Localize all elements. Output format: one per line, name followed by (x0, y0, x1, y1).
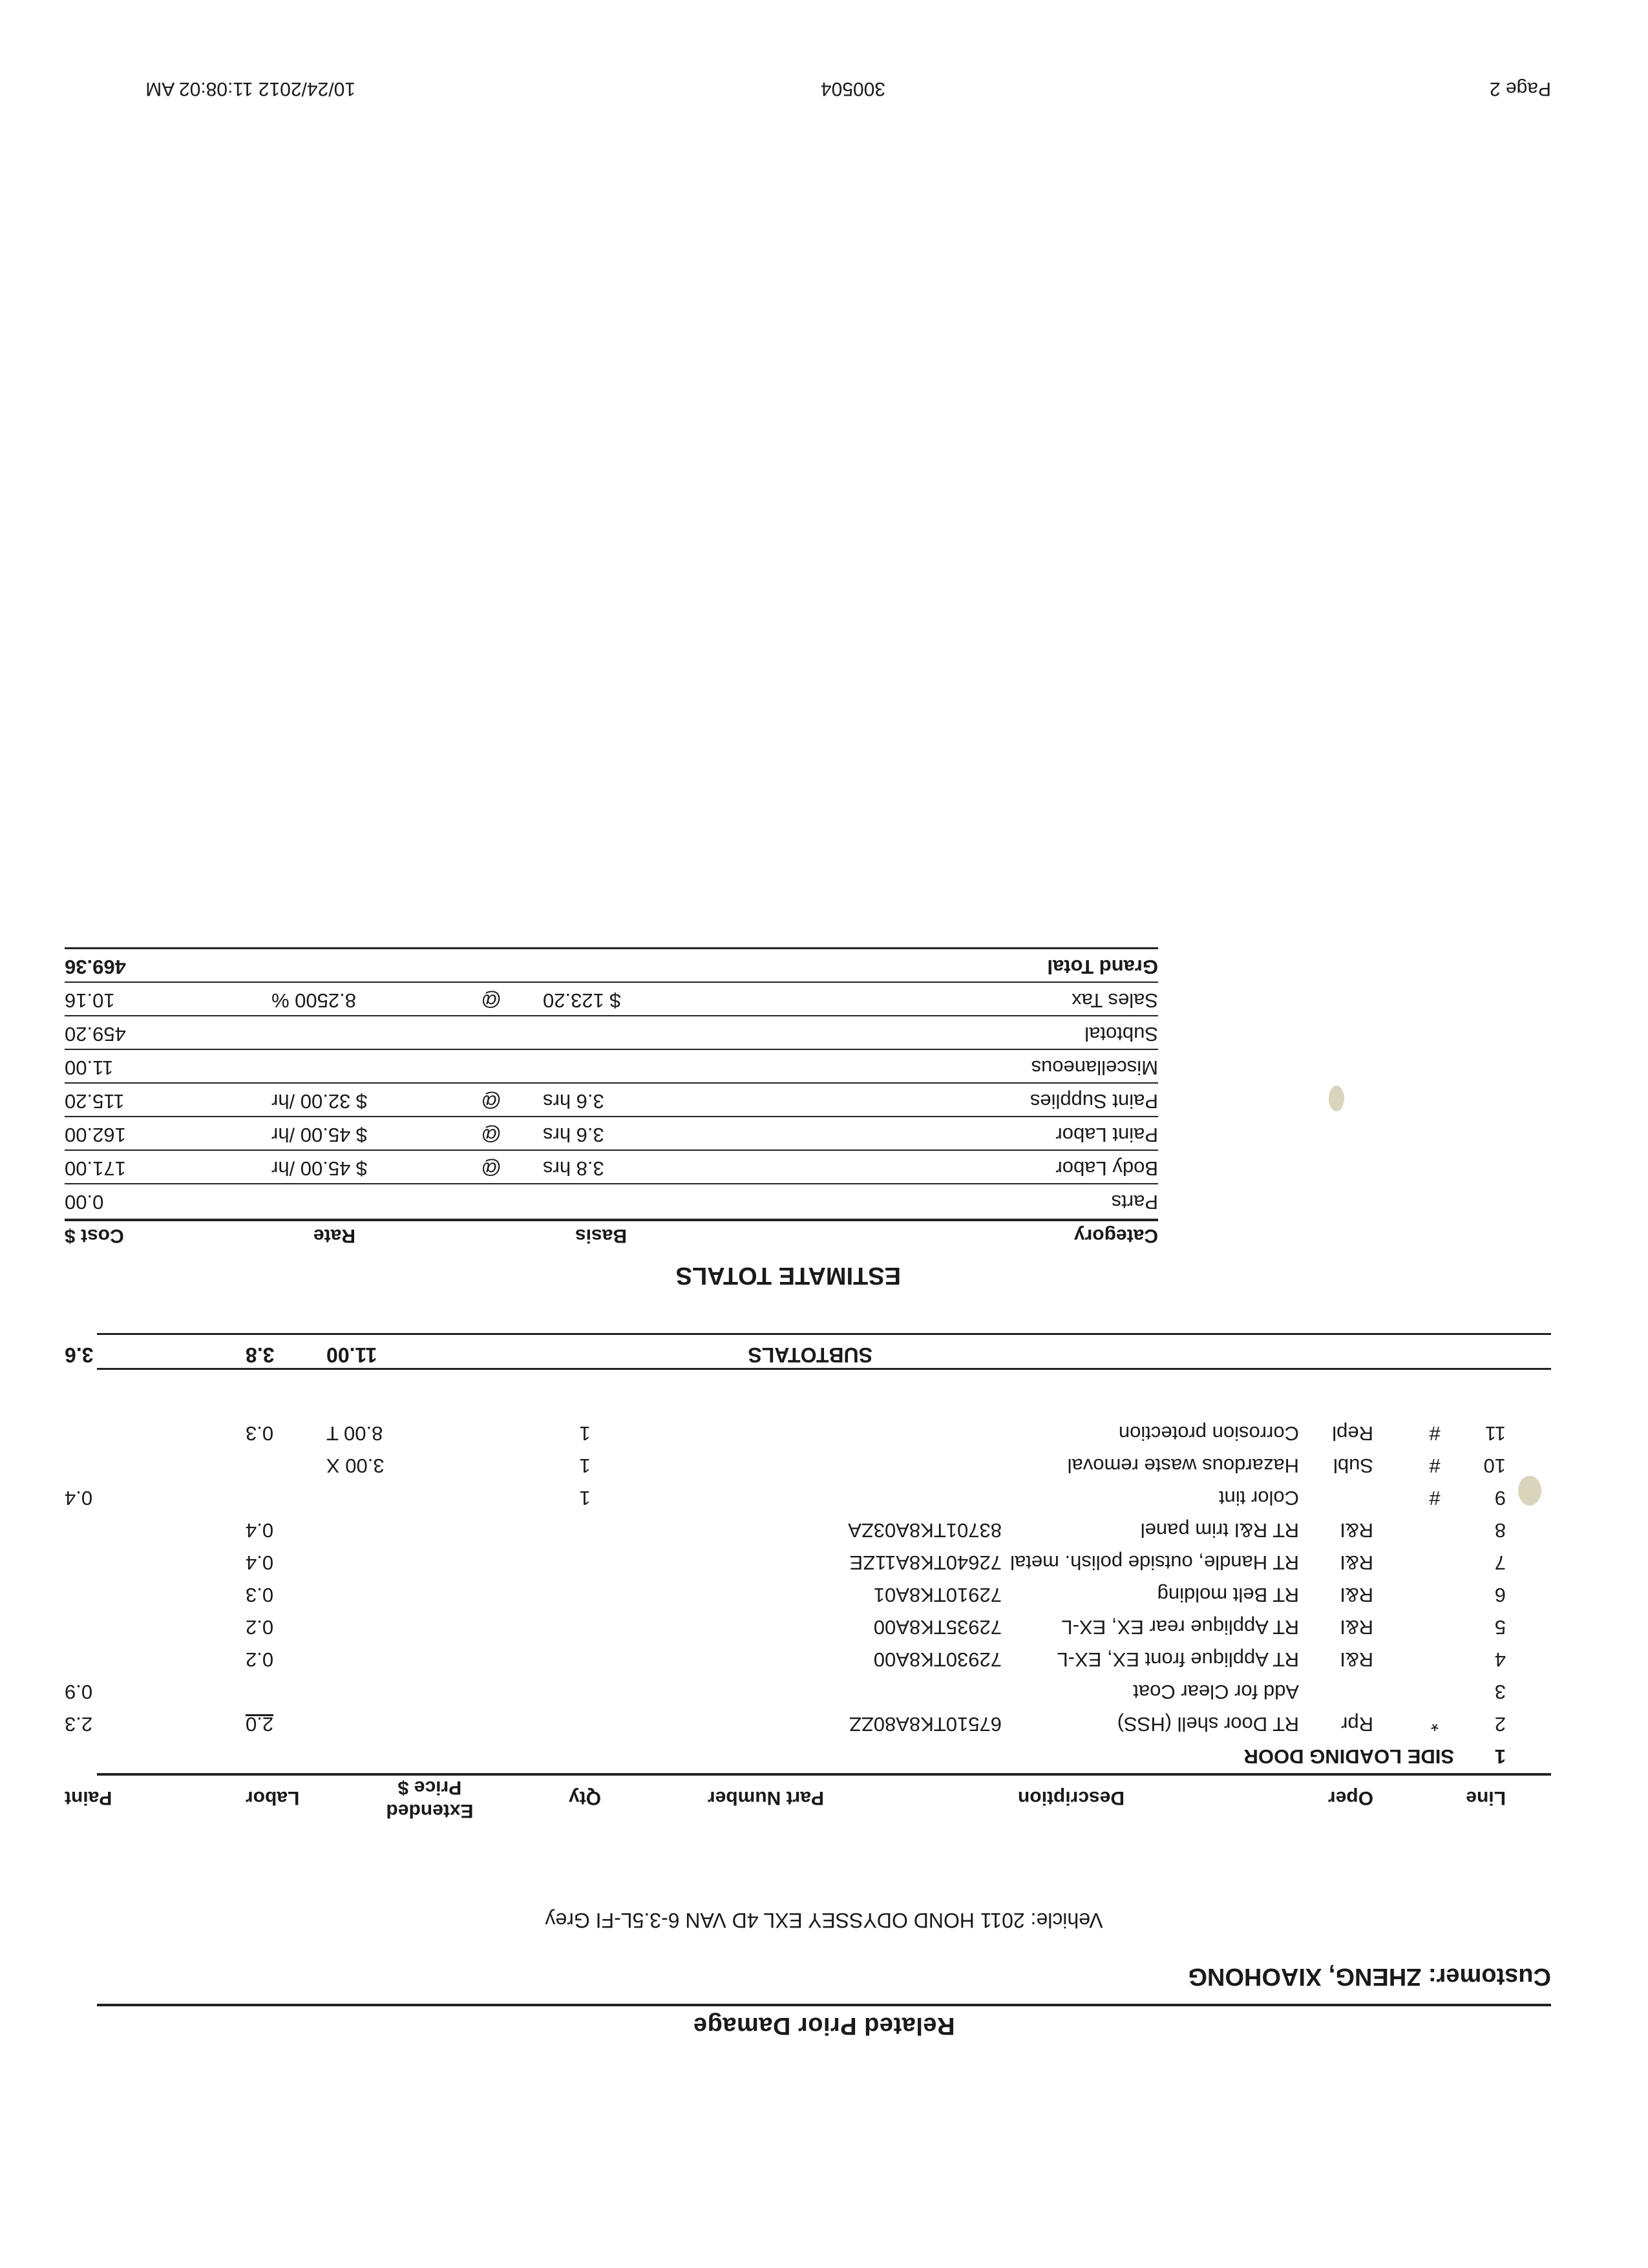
row-line-number: 6 (1494, 1584, 1506, 1606)
totals-header-cost: Cost $ (65, 1225, 124, 1246)
totals-cost: 115.20 (65, 1090, 125, 1113)
totals-basis: 3.8 hrs (543, 1157, 604, 1180)
totals-at-sign: @ (481, 1157, 502, 1180)
row-extended-price: 8.00 T (326, 1422, 383, 1445)
row-qty: 1 (579, 1422, 591, 1445)
totals-header-category: Category (1073, 1225, 1158, 1246)
row-oper: R&I (1340, 1648, 1373, 1671)
row-description: RT Handle, outside polish. metal (1010, 1551, 1299, 1574)
totals-category: Body Labor (1055, 1157, 1158, 1180)
subtotals-bottom-rule (97, 1333, 1551, 1335)
row-description: Color tint (1218, 1487, 1299, 1509)
totals-basis: 3.6 hrs (543, 1090, 604, 1113)
row-oper: R&I (1340, 1551, 1373, 1574)
totals-header-rule (65, 1219, 1158, 1221)
row-labor: 0.4 (246, 1519, 274, 1542)
totals-category: Sales Tax (1072, 989, 1158, 1012)
header-part-number: Part Number (707, 1787, 824, 1809)
totals-cost: 10.16 (65, 989, 115, 1012)
header-rule (97, 1773, 1551, 1776)
row-part-number: 83701TK8A03ZA (848, 1519, 1002, 1542)
row-paint: 0.4 (65, 1487, 93, 1509)
page-title: Related Prior Damage (693, 2012, 955, 2039)
row-paint: 2.3 (65, 1713, 93, 1736)
row-labor: 0.4 (246, 1551, 274, 1574)
footer-estimate-id: 300504 (820, 78, 885, 100)
header-description: Description (1017, 1787, 1125, 1809)
row-description: RT R&I trim panel (1140, 1519, 1299, 1542)
totals-category: Subtotal (1084, 1023, 1158, 1045)
totals-row-rule (65, 1049, 1158, 1050)
totals-cost: 162.00 (65, 1124, 126, 1146)
row-description: Add for Clear Coat (1133, 1681, 1299, 1703)
totals-row-rule (65, 1015, 1158, 1016)
row-part-number: 72935TK8A00 (873, 1616, 1002, 1639)
totals-rate: $ 32.00 /hr (271, 1090, 368, 1113)
row-description: RT Door shell (HSS) (1117, 1713, 1299, 1736)
row-oper: R&I (1340, 1584, 1373, 1606)
totals-row-rule (65, 1183, 1158, 1184)
subtotals-extended-price: 11.00 (326, 1343, 377, 1367)
header-oper: Oper (1327, 1787, 1373, 1809)
totals-header-rate: Rate (313, 1225, 355, 1246)
totals-rate: $ 45.00 /hr (271, 1157, 368, 1180)
grand-total-label: Grand Total (1047, 956, 1158, 978)
row-line-number: 8 (1494, 1519, 1506, 1542)
subtotals-top-rule (97, 1368, 1551, 1370)
header-line: Line (1466, 1787, 1506, 1809)
row-line-number: 3 (1494, 1681, 1506, 1703)
row-part-number: 72640TK8A11ZE (849, 1551, 1002, 1574)
row-extended-price: 3.00 X (326, 1454, 385, 1477)
header-qty: Qty (569, 1787, 602, 1809)
row-description: RT Applique rear EX, EX-L (1061, 1616, 1299, 1639)
section-heading: SIDE LOADING DOOR (1243, 1745, 1454, 1768)
totals-cost: 0.00 (65, 1191, 104, 1213)
row-labor: 0.2 (246, 1616, 274, 1639)
totals-at-sign: @ (481, 1124, 502, 1146)
row-qty: 1 (579, 1487, 591, 1509)
section-line-number: 1 (1494, 1745, 1506, 1768)
estimate-totals-title: ESTIMATE TOTALS (675, 1262, 901, 1289)
row-line-number: 10 (1483, 1454, 1506, 1477)
subtotals-paint: 3.6 (65, 1343, 94, 1367)
row-paint: 0.9 (65, 1681, 93, 1703)
totals-basis: $ 123.20 (543, 989, 621, 1012)
totals-category: Miscellaneous (1031, 1056, 1158, 1079)
subtotals-labor: 3.8 (246, 1343, 275, 1367)
totals-basis: 3.6 hrs (543, 1124, 604, 1146)
row-line-number: 5 (1494, 1616, 1506, 1639)
header-labor: Labor (246, 1787, 300, 1809)
row-part-number: 72930TK8A00 (873, 1648, 1002, 1671)
row-line-number: 2 (1494, 1713, 1506, 1736)
totals-category: Parts (1111, 1191, 1158, 1213)
row-oper: Rpr (1341, 1713, 1373, 1736)
totals-cost: 171.00 (65, 1157, 126, 1180)
row-labor: 0.3 (246, 1584, 274, 1606)
row-labor: 2.0 (246, 1713, 274, 1736)
row-labor: 0.2 (246, 1648, 274, 1671)
row-oper: Subl (1333, 1454, 1373, 1477)
row-description: Hazardous waste removal (1067, 1454, 1299, 1477)
row-line-number: 4 (1494, 1648, 1506, 1671)
row-oper: R&I (1340, 1519, 1373, 1542)
totals-cost: 11.00 (65, 1056, 114, 1079)
header-paint: Paint (65, 1787, 112, 1809)
totals-rate: 8.2500 % (271, 989, 356, 1012)
totals-at-sign: @ (481, 1090, 502, 1113)
row-flag: # (1429, 1454, 1441, 1477)
totals-row-rule (65, 1116, 1158, 1117)
row-qty: 1 (579, 1454, 591, 1477)
grand-total-cost: 469.36 (65, 956, 126, 978)
row-line-number: 11 (1484, 1422, 1506, 1445)
row-description: RT Belt molding (1157, 1584, 1299, 1606)
totals-row-rule (65, 1150, 1158, 1151)
row-part-number: 67510TK8A80ZZ (849, 1713, 1002, 1736)
row-oper: Repl (1332, 1422, 1373, 1445)
totals-row-rule (65, 1082, 1158, 1084)
subtotals-label: SUBTOTALS (748, 1343, 872, 1367)
footer-timestamp: 10/24/2012 11:08:02 AM (145, 78, 355, 100)
totals-cost: 459.20 (65, 1023, 126, 1045)
header-extended-price: Extended Price $ (386, 1777, 474, 1822)
row-line-number: 9 (1494, 1487, 1506, 1509)
totals-rate: $ 45.00 /hr (271, 1124, 368, 1146)
row-flag: * (1430, 1713, 1439, 1736)
row-line-number: 7 (1494, 1551, 1506, 1574)
customer-name: Customer: ZHENG, XIAOHONG (1188, 1963, 1551, 1990)
scan-speck (1329, 1086, 1344, 1111)
row-oper: R&I (1340, 1616, 1373, 1639)
totals-category: Paint Labor (1055, 1124, 1158, 1146)
vehicle-description: Vehicle: 2011 HOND ODYSSEY EXL 4D VAN 6-3.5L-FI Grey (545, 1909, 1103, 1932)
totals-at-sign: @ (481, 989, 502, 1012)
totals-row-rule (65, 982, 1158, 983)
row-flag: # (1429, 1487, 1441, 1509)
row-flag: # (1429, 1422, 1441, 1445)
row-part-number: 72910TK8A01 (873, 1584, 1002, 1606)
grand-total-rule (65, 947, 1158, 949)
row-description: RT Applique front EX, EX-L (1057, 1648, 1299, 1671)
scan-speck (1518, 1476, 1541, 1506)
totals-header-basis: Basis (575, 1225, 627, 1246)
totals-category: Paint Supplies (1030, 1090, 1158, 1113)
row-labor: 0.3 (246, 1422, 274, 1445)
footer-page-number: Page 2 (1489, 78, 1551, 100)
title-rule (97, 2004, 1551, 2006)
row-description: Corrosion protection (1118, 1422, 1299, 1445)
